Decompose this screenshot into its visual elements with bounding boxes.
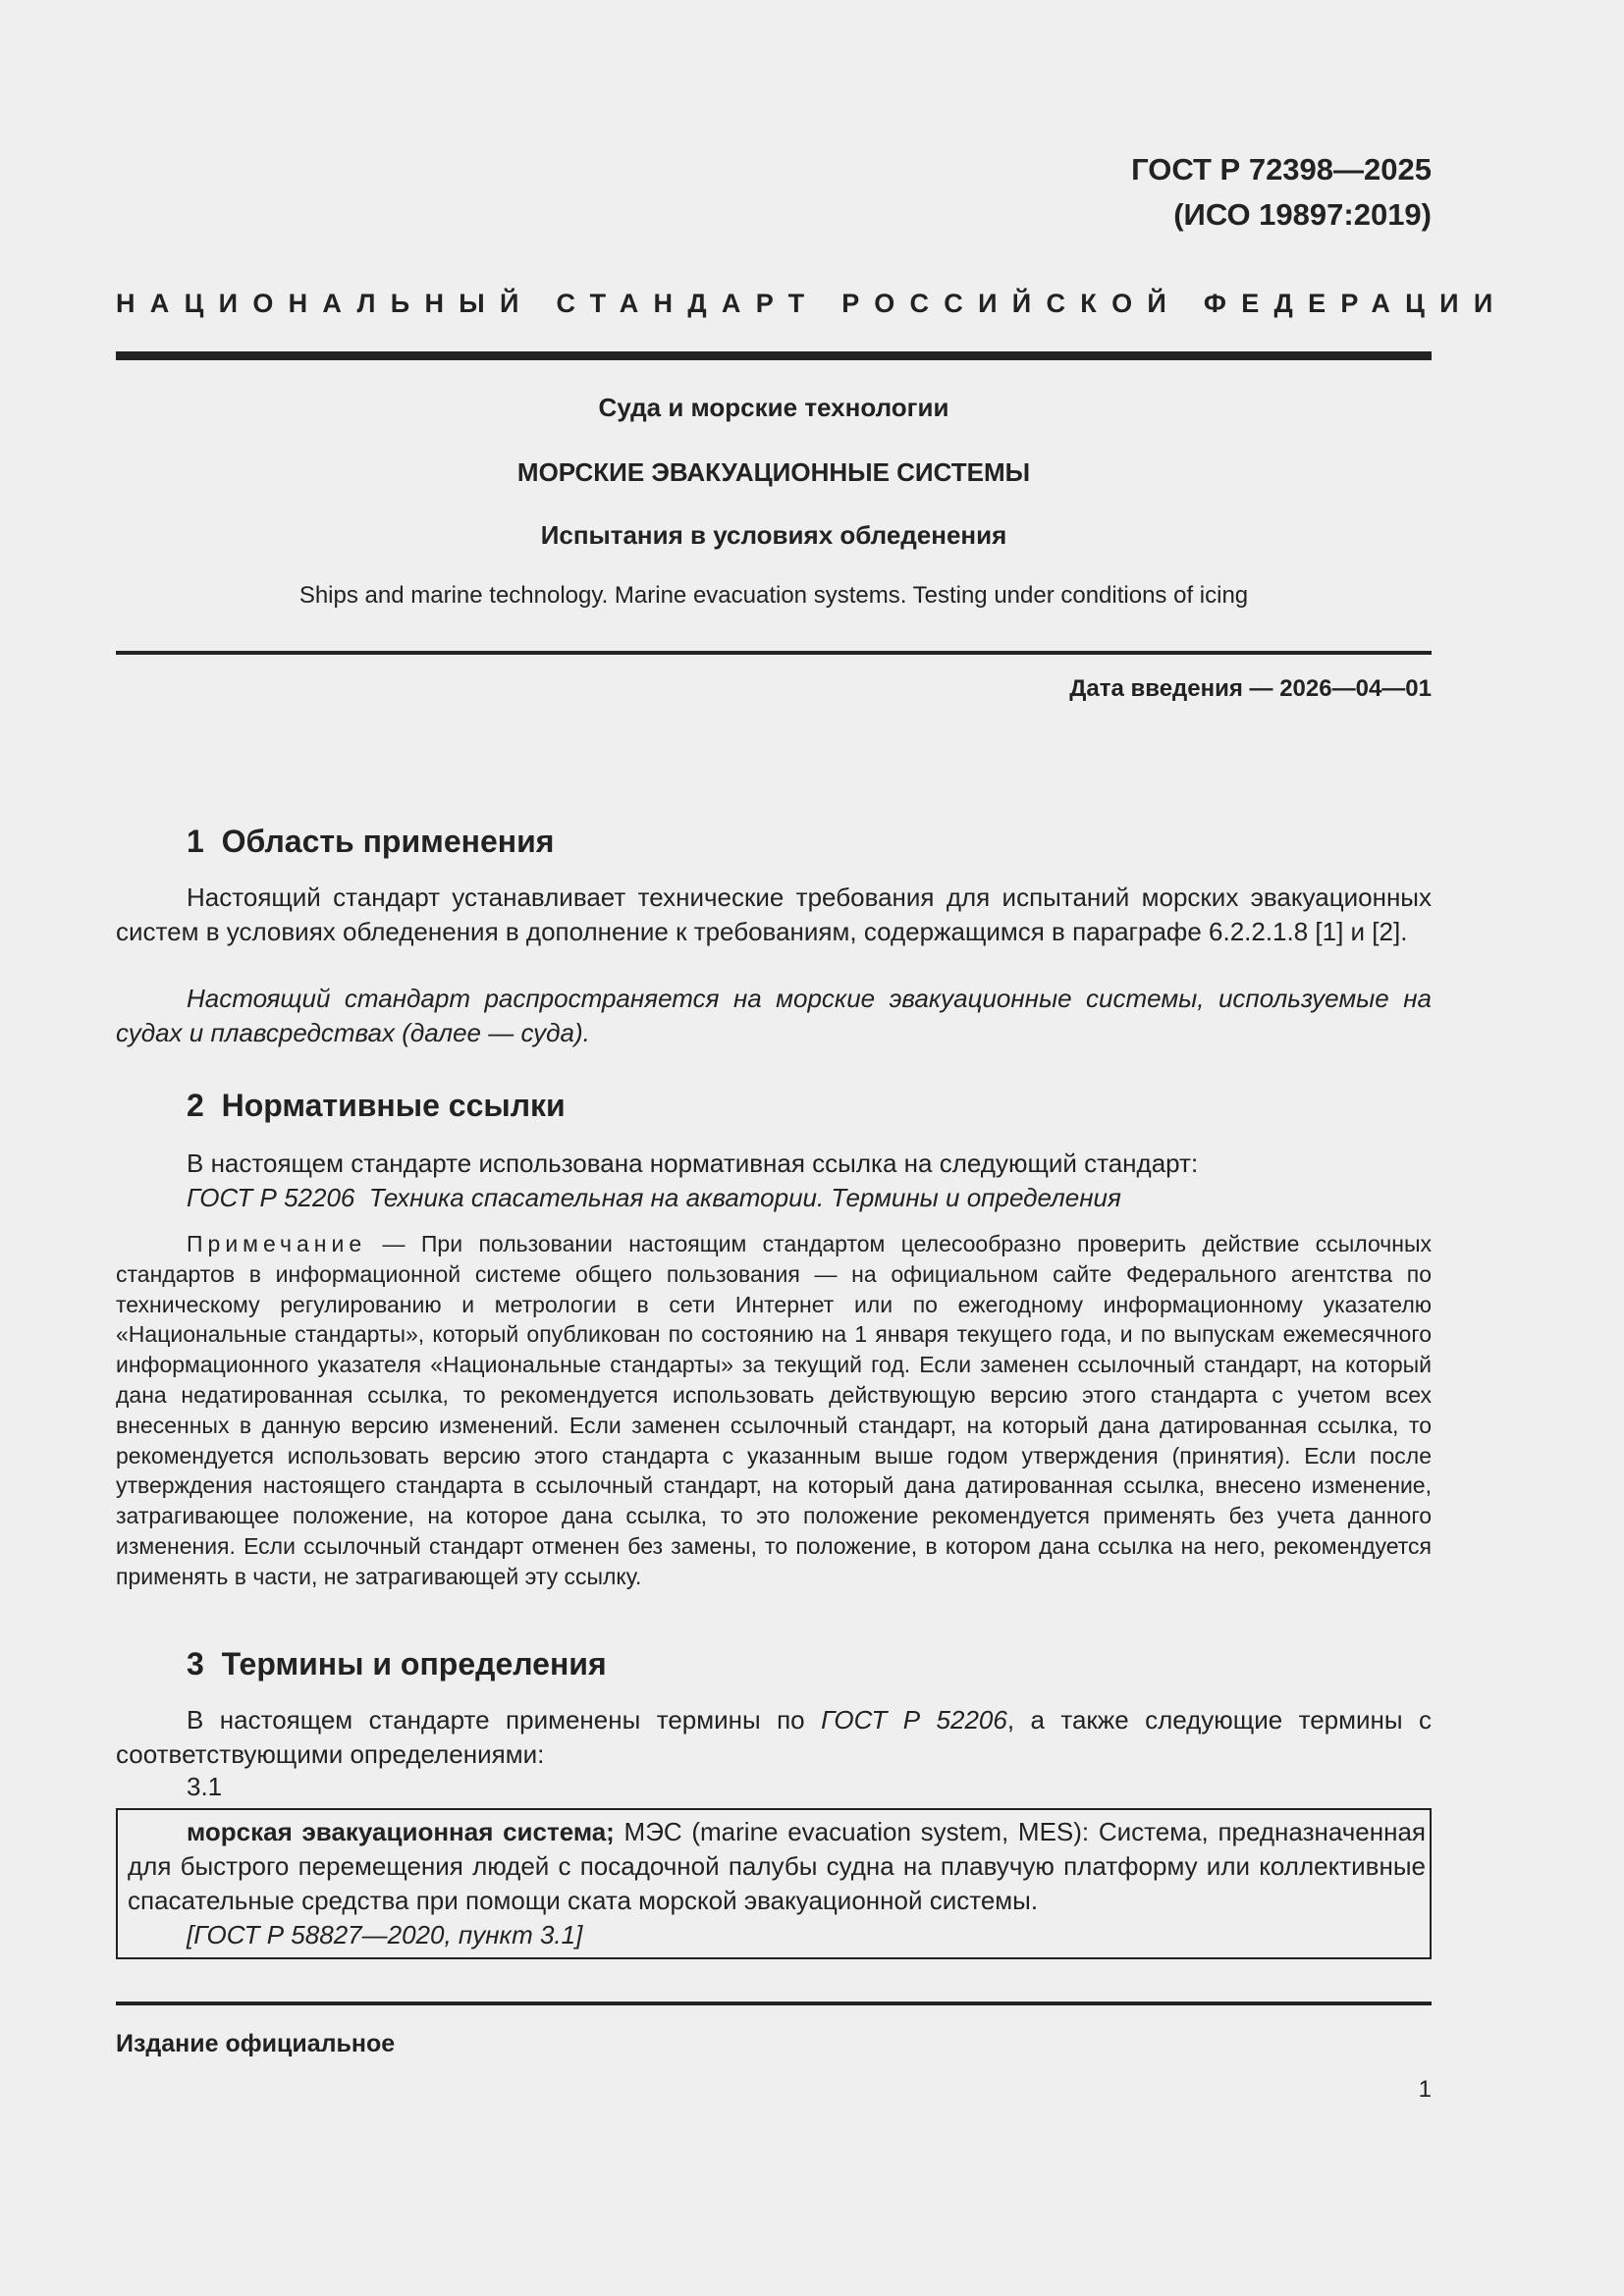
term-name: морская эвакуационная система;: [187, 1817, 615, 1846]
section-2-paragraph: В настоящем стандарте использована нормативная ссылка на следующий стандарт:: [187, 1148, 1199, 1178]
section-3-paragraph: [116, 1703, 1432, 1772]
note-text: — При пользовании настоящим стандартом целесообразно проверить действие ссылочных стандартов в информационной системе общего пользования — на официальном сайте Федерального агентства по техническому регулированию и метрологии в сети Интернет или по ежегодному информационному указателю «Национальные стандарты», который опубликован по состоянию на 1 января текущего года, и по выпускам ежемесячного информационного указателя «Национальные стандарты» за текущий год. Если заменен ссылочный стандарт, на который дана недатированная ссылка, то рекомендуется использовать действующую версию этого стандарта с учетом всех внесенных в данную версию изменений. Если заменен ссылочный стандарт, на который дана датированная ссылка, то рекомендуется использовать версию этого стандарта с указанным выше годом утверждения (принятия). Если после утверждения настоящего стандарта в ссылочный стандарт, на который дана датированная ссылка, внесено изменение, затрагивающее положение, на которое дана ссылка, то это положение рекомендуется применять без учета данного изменения. Если ссылочный стандарт отменен без замены, то положение, в котором дана ссылка на него, рекомендуется применять в части, не затрагивающей эту ссылку.: [116, 1231, 1432, 1589]
title-divider: [116, 651, 1432, 655]
section-3-text-after: , а также следующие термины с соответствующими определениями:: [116, 1705, 1432, 1769]
term-definition: МЭС (marine evacuation system, MES): Система, предназначенная для быстрого перемещения людей с посадочной палубы судна на плавучую платформу или коллективные спасательные средства при помощи ската морской эвакуационной системы.: [128, 1817, 1427, 1915]
term-number: 3.1: [187, 1772, 223, 1801]
national-standard-title: НАЦИОНАЛЬНЫЙ СТАНДАРТ РОССИЙСКОЙ ФЕДЕРАЦИИ: [116, 289, 1508, 318]
english-title: Ships and marine technology. Marine evacuation systems. Testing under conditions of icing: [298, 582, 1249, 609]
section-3-heading: 3 Термины и определения: [187, 1646, 607, 1682]
note-paragraph: [116, 1229, 1432, 1592]
standard-number: ГОСТ Р 72398—2025: [1131, 152, 1432, 187]
definition-paragraph: [128, 1815, 1426, 1918]
main-title: МОРСКИЕ ЭВАКУАЦИОННЫЕ СИСТЕМЫ: [516, 457, 1031, 487]
page-number: 1: [1418, 2076, 1432, 2103]
group-title: Суда и морские технологии: [598, 393, 949, 422]
definition-content: [128, 1815, 1426, 1952]
footer-divider: [116, 2002, 1432, 2005]
section-3-text-before: В настоящем стандарте применены термины по: [187, 1705, 822, 1735]
section-1-heading: 1 Область применения: [187, 824, 555, 859]
iso-reference: (ИСО 19897:2019): [1173, 197, 1432, 232]
subtitle: Испытания в условиях обледенения: [540, 520, 1007, 550]
section-1-paragraph-1: Настоящий стандарт устанавливает технические требования для испытаний морских эвакуационных систем в условиях обледенения в дополнение к требованиям, содержащимся в параграфе 6.2.2.1.8 [1] и [2].: [116, 882, 1432, 946]
section-1-paragraph-2: Настоящий стандарт распространяется на морские эвакуационные системы, используемые на судах и плавсредствах (далее — суда).: [116, 984, 1432, 1047]
section-3-reference: ГОСТ Р 52206: [821, 1705, 1007, 1735]
definition-source: [ГОСТ Р 58827—2020, пункт 3.1]: [187, 1920, 583, 1949]
note-label: Примечание: [187, 1231, 367, 1256]
section-2-heading: 2 Нормативные ссылки: [187, 1088, 566, 1123]
introduction-date: Дата введения — 2026—04—01: [1069, 675, 1432, 702]
official-edition-label: Издание официальное: [116, 2030, 396, 2057]
normative-reference: ГОСТ Р 52206 Техника спасательная на акватории. Термины и определения: [187, 1183, 1121, 1212]
header-divider: [116, 351, 1432, 360]
standard-number-block: [1131, 147, 1432, 238]
